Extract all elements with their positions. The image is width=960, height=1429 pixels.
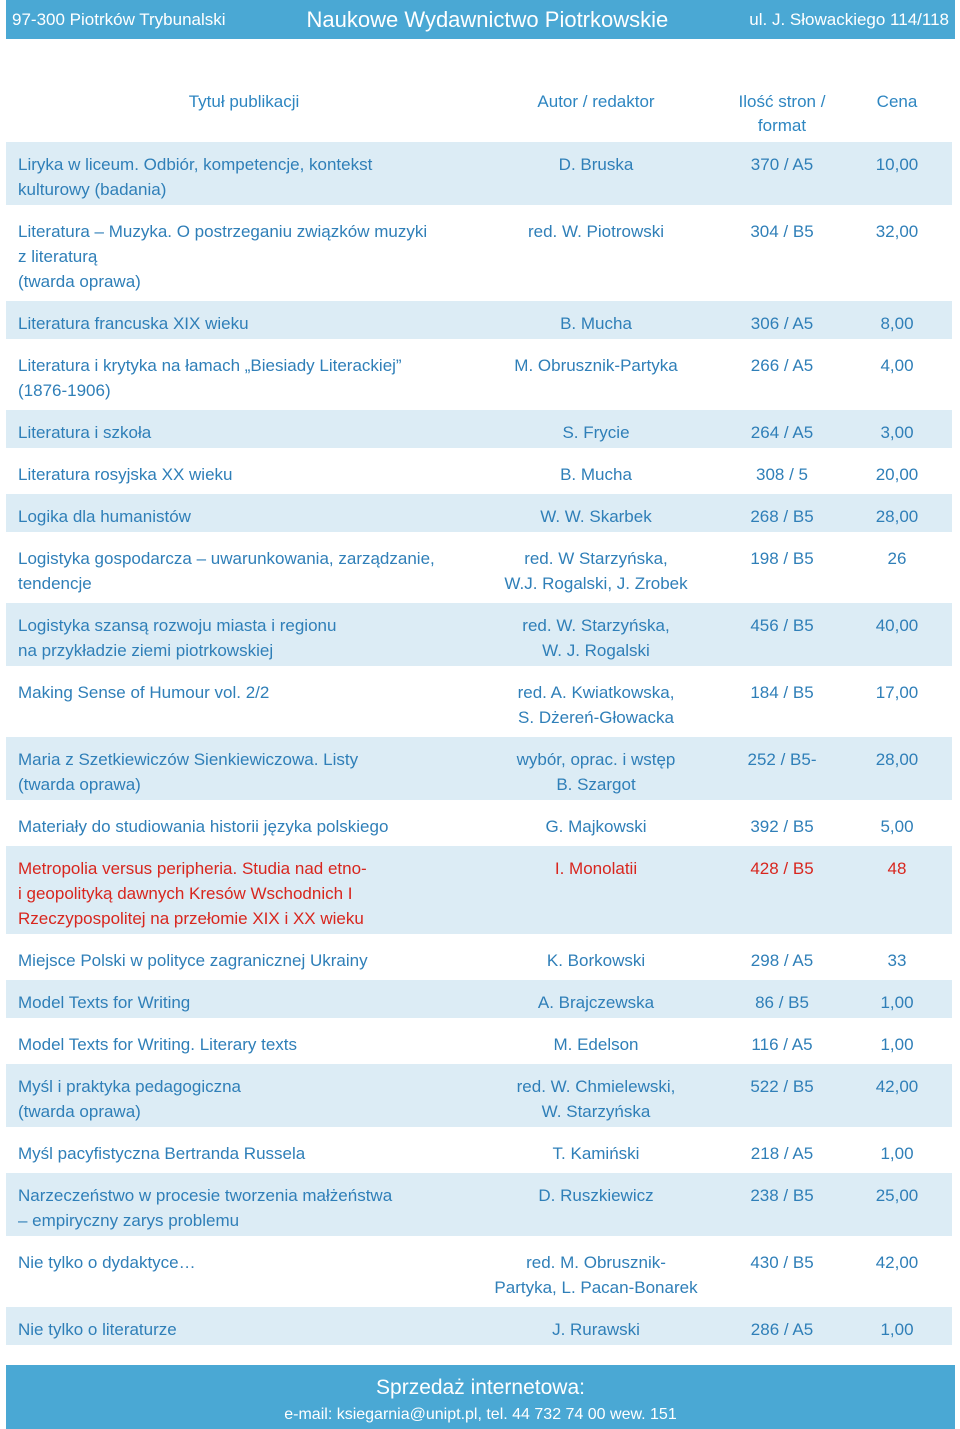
price-cell: 28,00 xyxy=(875,750,919,769)
table-row xyxy=(6,494,952,532)
author-cell: A. Brajczewska xyxy=(537,993,655,1012)
title-cell: Myśl i praktyka pedagogiczna (twarda oprawa) xyxy=(18,1077,242,1121)
pages-cell: 308 / 5 xyxy=(756,465,808,484)
table-row xyxy=(6,301,952,339)
price-cell: 4,00 xyxy=(880,356,914,375)
table-row xyxy=(6,1173,952,1236)
pages-cell: 268 / B5 xyxy=(750,507,814,526)
title-cell: Making Sense of Humour vol. 2/2 xyxy=(18,683,270,702)
table-row xyxy=(6,846,952,934)
price-cell: 5,00 xyxy=(880,817,914,836)
price-cell: 32,00 xyxy=(875,222,919,241)
author-cell: D. Ruszkiewicz xyxy=(538,1186,654,1205)
publisher-name: Naukowe Wydawnictwo Piotrkowskie xyxy=(306,6,669,32)
author-cell: I. Monolatii xyxy=(554,859,638,878)
title-cell: Model Texts for Writing xyxy=(18,993,191,1012)
pages-cell: 392 / B5 xyxy=(750,817,814,836)
table-row xyxy=(6,1240,952,1303)
price-cell: 10,00 xyxy=(875,155,919,174)
table-row xyxy=(6,1131,952,1169)
pages-cell: 116 / A5 xyxy=(751,1035,813,1054)
column-header-title: Tytuł publikacji xyxy=(188,92,300,111)
title-cell: Logistyka szansą rozwoju miasta i regionu na przykładzie ziemi piotrkowskiej xyxy=(18,616,337,660)
price-cell: 1,00 xyxy=(880,993,914,1012)
table-row xyxy=(6,1022,952,1060)
price-cell: 28,00 xyxy=(875,507,919,526)
table-row xyxy=(6,1307,952,1345)
author-cell: J. Rurawski xyxy=(552,1320,640,1339)
title-cell: Literatura francuska XIX wieku xyxy=(18,314,249,333)
table-header xyxy=(6,86,952,138)
author-cell: red. W. Starzyńska, W. J. Rogalski xyxy=(522,616,670,660)
title-cell: Myśl pacyfistyczna Bertranda Russela xyxy=(18,1144,306,1163)
table-row xyxy=(6,980,952,1018)
author-cell: B. Mucha xyxy=(560,314,632,333)
table-row xyxy=(6,209,952,297)
title-cell: Literatura – Muzyka. O postrzeganiu związków muzyki z literaturą (twarda oprawa) xyxy=(18,222,428,291)
pages-cell: 370 / A5 xyxy=(750,155,814,174)
pages-cell: 266 / A5 xyxy=(750,356,814,375)
table-row xyxy=(6,938,952,976)
column-header-pages: Ilość stron / format xyxy=(738,92,826,135)
title-cell: Metropolia versus peripheria. Studia nad etno- i geopolityką dawnych Kresów Wschodnich I Rzeczypospolitej na przełomie XIX i XX wieku xyxy=(18,859,367,928)
price-cell: 3,00 xyxy=(880,423,914,442)
pages-cell: 252 / B5- xyxy=(747,750,817,769)
price-cell: 33 xyxy=(887,951,907,970)
price-cell: 8,00 xyxy=(880,314,914,333)
title-cell: Nie tylko o literaturze xyxy=(18,1320,177,1339)
author-cell: wybór, oprac. i wstęp B. Szargot xyxy=(516,750,676,794)
author-cell: M. Obrusznik-Partyka xyxy=(514,356,678,375)
pages-cell: 184 / B5 xyxy=(750,683,814,702)
pages-cell: 304 / B5 xyxy=(750,222,814,241)
author-cell: G. Majkowski xyxy=(545,817,647,836)
table-row xyxy=(6,142,952,205)
price-cell: 25,00 xyxy=(875,1186,919,1205)
top-bar xyxy=(6,0,955,39)
author-cell: D. Bruska xyxy=(558,155,634,174)
price-cell: 40,00 xyxy=(875,616,919,635)
footer-contact[interactable]: e-mail: ksiegarnia@unipt.pl, tel. 44 732 74 00 wew. 151 xyxy=(284,1406,677,1423)
author-cell: T. Kamiński xyxy=(552,1144,640,1163)
address-left: 97-300 Piotrków Trybunalski xyxy=(12,9,226,29)
pages-cell: 264 / A5 xyxy=(750,423,814,442)
pages-cell: 298 / A5 xyxy=(750,951,814,970)
price-cell: 17,00 xyxy=(875,683,919,702)
table-row xyxy=(6,603,952,666)
author-cell: red. A. Kwiatkowska, S. Dżereń-Głowacka xyxy=(517,683,675,727)
author-cell: S. Frycie xyxy=(562,423,630,442)
pages-cell: 306 / A5 xyxy=(750,314,814,333)
price-cell: 48 xyxy=(887,859,907,878)
table-row xyxy=(6,343,952,406)
author-cell: red. W. Piotrowski xyxy=(527,222,665,241)
price-cell: 42,00 xyxy=(875,1253,919,1272)
title-cell: Literatura rosyjska XX wieku xyxy=(18,465,233,484)
pages-cell: 198 / B5 xyxy=(750,549,814,568)
column-header-author: Autor / redaktor xyxy=(537,92,655,111)
title-cell: Logistyka gospodarcza – uwarunkowania, zarządzanie, tendencje xyxy=(18,549,435,593)
price-cell: 42,00 xyxy=(875,1077,919,1096)
title-cell: Materiały do studiowania historii języka polskiego xyxy=(18,817,389,836)
title-cell: Literatura i krytyka na łamach „Biesiady Literackiej” (1876-1906) xyxy=(18,356,402,400)
column-header-price: Cena xyxy=(876,92,918,111)
title-cell: Nie tylko o dydaktyce… xyxy=(18,1253,196,1272)
author-cell: W. W. Skarbek xyxy=(540,507,652,526)
author-cell: red. M. Obrusznik- Partyka, L. Pacan-Bonarek xyxy=(494,1253,698,1297)
pages-cell: 430 / B5 xyxy=(750,1253,814,1272)
author-cell: M. Edelson xyxy=(553,1035,639,1054)
table-row xyxy=(6,536,952,599)
title-cell: Maria z Szetkiewiczów Sienkiewiczowa. Listy (twarda oprawa) xyxy=(18,750,359,794)
price-cell: 1,00 xyxy=(880,1035,914,1054)
table-row xyxy=(6,804,952,842)
title-cell: Literatura i szkoła xyxy=(18,423,152,442)
pages-cell: 86 / B5 xyxy=(755,993,809,1012)
pages-cell: 428 / B5 xyxy=(750,859,814,878)
title-cell: Miejsce Polski w polityce zagranicznej Ukrainy xyxy=(18,951,368,970)
footer-bar xyxy=(6,1365,955,1429)
pages-cell: 456 / B5 xyxy=(750,616,814,635)
table-row xyxy=(6,452,952,490)
price-cell: 1,00 xyxy=(880,1320,914,1339)
footer-headline: Sprzedaż internetowa: xyxy=(376,1376,585,1399)
author-cell: K. Borkowski xyxy=(546,951,646,970)
table-row xyxy=(6,670,952,733)
table-row xyxy=(6,737,952,800)
pages-cell: 522 / B5 xyxy=(750,1077,814,1096)
price-cell: 1,00 xyxy=(880,1144,914,1163)
title-cell: Model Texts for Writing. Literary texts xyxy=(18,1035,298,1054)
table-row xyxy=(6,410,952,448)
table-row xyxy=(6,1064,952,1127)
author-cell: red. W Starzyńska, W.J. Rogalski, J. Zrobek xyxy=(504,549,688,593)
title-cell: Logika dla humanistów xyxy=(18,507,191,526)
price-cell: 20,00 xyxy=(875,465,919,484)
pages-cell: 286 / A5 xyxy=(750,1320,814,1339)
author-cell: B. Mucha xyxy=(560,465,632,484)
address-right: ul. J. Słowackiego 114/118 xyxy=(749,9,949,29)
publication-table xyxy=(6,142,952,1391)
author-cell: red. W. Chmielewski, W. Starzyńska xyxy=(516,1077,676,1121)
pages-cell: 218 / A5 xyxy=(750,1144,814,1163)
pages-cell: 238 / B5 xyxy=(750,1186,814,1205)
title-cell: Narzeczeństwo w procesie tworzenia małżeństwa – empiryczny zarys problemu xyxy=(18,1186,393,1230)
price-cell: 26 xyxy=(887,549,907,568)
title-cell: Liryka w liceum. Odbiór, kompetencje, kontekst kulturowy (badania) xyxy=(18,155,373,199)
